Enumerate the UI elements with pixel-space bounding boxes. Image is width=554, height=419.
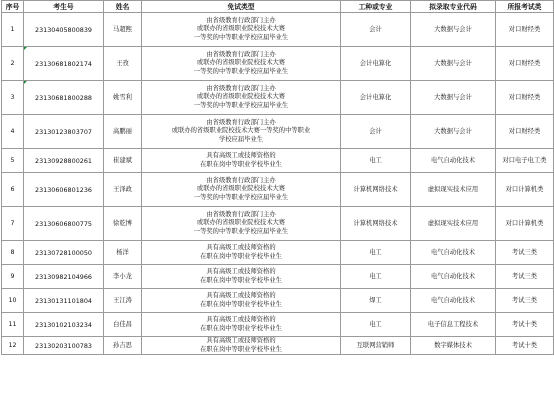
table-row — [2, 313, 554, 337]
cell-category: 对口计算机类 — [496, 207, 554, 241]
cell-name: 姚雪利 — [104, 81, 142, 115]
cell-name: 崔建斌 — [104, 149, 142, 173]
exemption-line: 或联办的省级职业院校技术大赛 — [196, 185, 286, 193]
cell-category: 对口财经类 — [496, 13, 554, 47]
cell-name: 王江涛 — [104, 289, 142, 313]
exemption-line: 或联办的省级职业院校技术大赛 — [196, 25, 286, 33]
exemption-line: 在职在岗中等职业学校毕业生 — [200, 160, 282, 168]
exemption-line: 在职在岗中等职业学校毕业生 — [200, 300, 282, 308]
cell-job: 会计 — [341, 115, 411, 149]
header-job: 工种或专业 — [341, 1, 411, 13]
cell-job: 电工 — [341, 265, 411, 289]
cell-job: 电工 — [341, 313, 411, 337]
cell-category: 对口财经类 — [496, 81, 554, 115]
table-row — [2, 173, 554, 207]
cell-category: 对口电子电工类 — [496, 149, 554, 173]
cell-exam-id: 23130606800775 — [24, 207, 104, 241]
cell-major: 电气自动化技术 — [411, 289, 496, 313]
cell-major: 大数据与会计 — [411, 47, 496, 81]
header-exemption: 免试类型 — [142, 1, 341, 13]
cell-exemption — [142, 13, 341, 47]
cell-exam-id: 23130681802174 — [24, 47, 104, 81]
exemption-line: 由省级教育行政部门主办 — [206, 177, 276, 185]
cell-category: 考试三类 — [496, 241, 554, 265]
cell-exemption — [142, 207, 341, 241]
cell-category: 对口财经类 — [496, 115, 554, 149]
cell-name: 王孜 — [104, 47, 142, 81]
exemption-line: 具有高级工或技师资格的 — [206, 337, 276, 345]
exemption-line: 由省级教育行政部门主办 — [206, 51, 276, 59]
exemption-line: 由省级教育行政部门主办 — [206, 85, 276, 93]
exemption-line: 具有高级工或技师资格的 — [206, 244, 276, 252]
cell-job: 会计电算化 — [341, 47, 411, 81]
header-major: 拟录取专业代码 — [411, 1, 496, 13]
cell-name: 杨洋 — [104, 241, 142, 265]
header-row — [2, 1, 554, 13]
exemption-line: 或联办的省级职业院校技术大赛 — [196, 93, 286, 101]
cell-exam-id: 23130681800288 — [24, 81, 104, 115]
cell-no: 4 — [2, 115, 24, 149]
cell-category: 考试三类 — [496, 265, 554, 289]
exemption-line: 在职在岗中等职业学校毕业生 — [200, 324, 282, 332]
cell-exam-id: 23130123803707 — [24, 115, 104, 149]
cell-exemption — [142, 241, 341, 265]
cell-category: 考试十类 — [496, 313, 554, 337]
exemption-line: 一等奖的中等职业学校应届毕业生 — [193, 33, 289, 41]
header-exam-id: 考生号 — [24, 1, 104, 13]
exemption-line: 具有高级工或技师资格的 — [206, 152, 276, 160]
cell-major: 大数据与会计 — [411, 115, 496, 149]
cell-major: 电气自动化技术 — [411, 241, 496, 265]
cell-exam-id: 23130131101804 — [24, 289, 104, 313]
header-category: 所报考试类 — [496, 1, 554, 13]
cell-major: 数字媒体技术 — [411, 337, 496, 355]
cell-major: 虚拟现实技术应用 — [411, 173, 496, 207]
cell-exam-id: 23130102103234 — [24, 313, 104, 337]
exemption-admission-table — [1, 0, 554, 355]
cell-exam-id: 23130203100783 — [24, 337, 104, 355]
table-row — [2, 207, 554, 241]
exemption-line: 在职在岗中等职业学校毕业生 — [200, 252, 282, 260]
cell-no: 3 — [2, 81, 24, 115]
cell-exemption — [142, 149, 341, 173]
cell-job: 电工 — [341, 149, 411, 173]
cell-no: 10 — [2, 289, 24, 313]
exemption-line: 一等奖的中等职业学校应届毕业生 — [193, 101, 289, 109]
cell-no: 5 — [2, 149, 24, 173]
exemption-line: 一等奖的中等职业学校应届毕业生 — [193, 227, 289, 235]
cell-category: 对口财经类 — [496, 47, 554, 81]
cell-exam-id: 23130606801236 — [24, 173, 104, 207]
cell-major: 电子信息工程技术 — [411, 313, 496, 337]
cell-exam-id: 23130928800261 — [24, 149, 104, 173]
exemption-line: 或联办的省级职业院校技术大赛一等奖的中等职业 — [171, 127, 311, 135]
exemption-line: 具有高级工或技师资格的 — [206, 268, 276, 276]
cell-job: 会计 — [341, 13, 411, 47]
table-row — [2, 289, 554, 313]
table-row — [2, 81, 554, 115]
exemption-line: 由省级教育行政部门主办 — [206, 211, 276, 219]
cell-no: 7 — [2, 207, 24, 241]
cell-exemption — [142, 289, 341, 313]
cell-category: 对口计算机类 — [496, 173, 554, 207]
cell-category: 考试三类 — [496, 289, 554, 313]
cell-no: 12 — [2, 337, 24, 355]
cell-job: 互联网营销师 — [341, 337, 411, 355]
cell-no: 6 — [2, 173, 24, 207]
cell-name: 马超熙 — [104, 13, 142, 47]
cell-exemption — [142, 265, 341, 289]
cell-exemption — [142, 81, 341, 115]
cell-major: 虚拟现实技术应用 — [411, 207, 496, 241]
cell-major: 电气自动化技术 — [411, 149, 496, 173]
cell-exemption — [142, 47, 341, 81]
cell-no: 2 — [2, 47, 24, 81]
exemption-line: 或联办的省级职业院校技术大赛 — [196, 219, 286, 227]
table-row — [2, 13, 554, 47]
table-row — [2, 241, 554, 265]
cell-exam-id: 23130405800839 — [24, 13, 104, 47]
cell-job: 会计电算化 — [341, 81, 411, 115]
cell-exemption — [142, 115, 341, 149]
cell-name: 李小龙 — [104, 265, 142, 289]
cell-job: 计算机网络技术 — [341, 173, 411, 207]
cell-no: 1 — [2, 13, 24, 47]
table-row — [2, 149, 554, 173]
cell-name: 白佳昌 — [104, 313, 142, 337]
cell-name: 高鹏丽 — [104, 115, 142, 149]
exemption-line: 学校应届毕业生 — [218, 135, 264, 143]
exemption-line: 由省级教育行政部门主办 — [206, 17, 276, 25]
cell-major: 大数据与会计 — [411, 13, 496, 47]
exemption-line: 或联办的省级职业院校技术大赛 — [196, 59, 286, 67]
exemption-line: 具有高级工或技师资格的 — [206, 292, 276, 300]
cell-name: 王泽政 — [104, 173, 142, 207]
exemption-line: 由省级教育行政部门主办 — [206, 119, 276, 127]
cell-exam-id: 23130728100050 — [24, 241, 104, 265]
table-row — [2, 115, 554, 149]
cell-exemption — [142, 313, 341, 337]
cell-category: 考试十类 — [496, 337, 554, 355]
cell-exemption — [142, 173, 341, 207]
header-no: 序号 — [2, 1, 24, 13]
exemption-line: 在职在岗中等职业学校毕业生 — [200, 276, 282, 284]
cell-no: 9 — [2, 265, 24, 289]
exemption-line: 具有高级工或技师资格的 — [206, 316, 276, 324]
header-name: 姓名 — [104, 1, 142, 13]
table-row — [2, 337, 554, 355]
cell-no: 11 — [2, 313, 24, 337]
cell-name: 孙吉思 — [104, 337, 142, 355]
exemption-line: 一等奖的中等职业学校应届毕业生 — [193, 67, 289, 75]
table-row — [2, 265, 554, 289]
cell-exemption — [142, 337, 341, 355]
exemption-line: 一等奖的中等职业学校应届毕业生 — [193, 193, 289, 201]
cell-major: 大数据与会计 — [411, 81, 496, 115]
exemption-line: 在职在岗中等职业学校毕业生 — [200, 345, 282, 353]
cell-job: 电工 — [341, 241, 411, 265]
cell-job: 焊工 — [341, 289, 411, 313]
table-row — [2, 47, 554, 81]
cell-exam-id: 23130982104966 — [24, 265, 104, 289]
cell-no: 8 — [2, 241, 24, 265]
cell-major: 电气自动化技术 — [411, 265, 496, 289]
cell-name: 徐乾博 — [104, 207, 142, 241]
cell-job: 计算机网络技术 — [341, 207, 411, 241]
